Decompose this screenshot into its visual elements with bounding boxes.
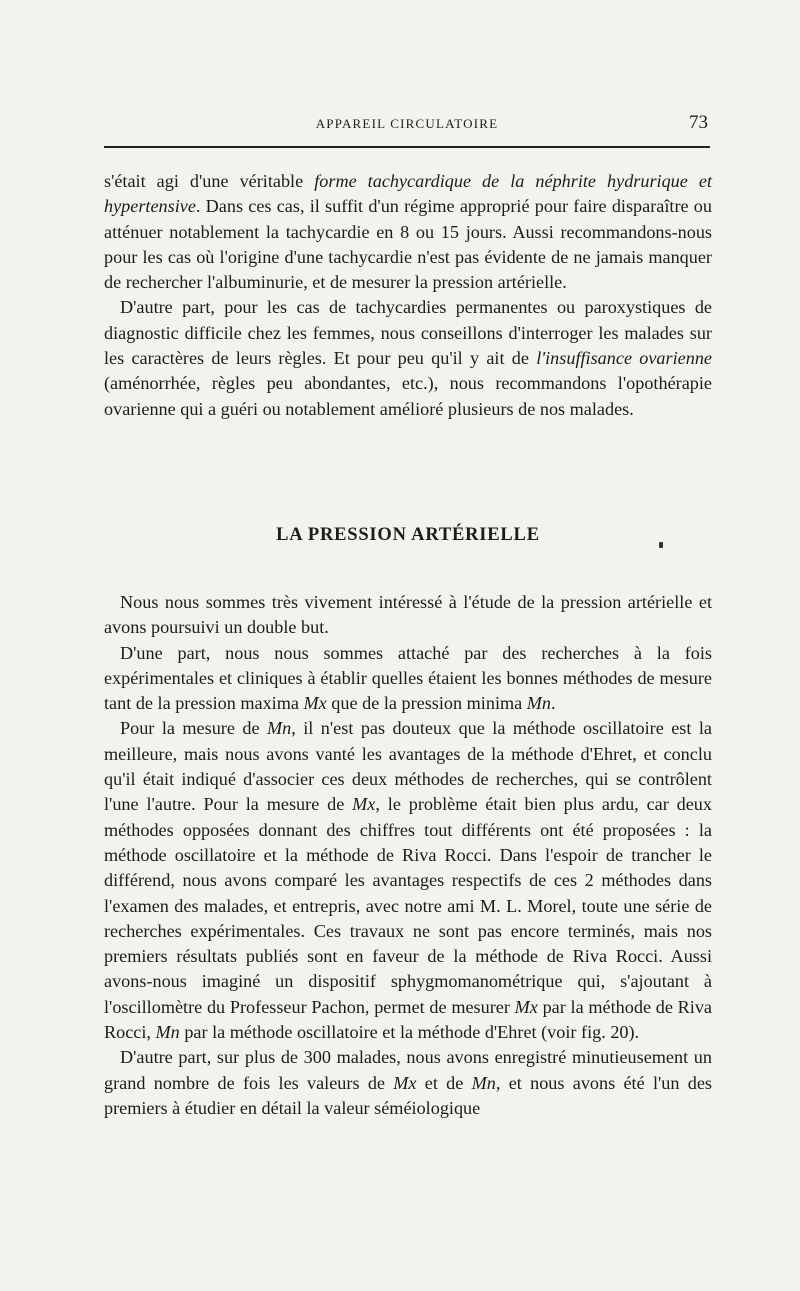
p5-text-1: Pour la mesure de (120, 718, 267, 739)
p5-text-5: par la méthode oscillatoire et la méthode d'Ehret (voir fig. 20). (179, 1022, 640, 1043)
p3-text-1: Nous nous sommes très vivement intéressé à l'étude de la pression artérielle et avons poursuivi un double but. (104, 592, 712, 638)
p4-emphasis-mn: Mn (526, 693, 552, 714)
ink-speck (659, 542, 663, 548)
running-header (104, 112, 710, 136)
p2-text-1: D'autre part, pour les cas de tachycardies permanentes ou paroxystiques de diagnostic difficile chez les femmes, nous conseillons d'interroger les malades sur les caractères de leurs règles. Et pour peu qu'il y ait de (104, 297, 712, 369)
p5-emphasis-1: Mn (267, 718, 292, 739)
paragraph-5 (104, 716, 712, 1045)
p1-text-2: . Dans ces cas, il suffit d'un régime approprié pour faire disparaître ou atténuer notablement la tachycardie en 8 ou 15 jours. Aussi recommandons-nous pour les cas où l'origine d'une tachycardie n'est pas évidente de ne jamais manquer de rechercher l'albuminurie, et de mesurer la pression artérielle. (104, 196, 712, 293)
p4-text-3: . (551, 693, 556, 714)
p2-text-2: (aménorrhée, règles peu abondantes, etc.), nous recommandons l'opothérapie ovarienne qui a guéri ou notablement amélioré plusieurs de nos malades. (104, 373, 712, 419)
p6-text-1: D'autre part, sur plus de 300 malades, nous avons enregistré minutieusement un grand nombre de fois les valeurs de (104, 1047, 712, 1093)
paragraph-4 (104, 641, 712, 717)
p5-emphasis-3: Mx (514, 996, 538, 1017)
p6-emphasis-2: Mn (471, 1072, 496, 1093)
page-number: 73 (689, 112, 708, 133)
paragraph-3 (104, 590, 712, 641)
p5-emphasis-4: Mn (155, 1022, 180, 1043)
p5-text-4: par la méthode de Riva Rocci, (104, 996, 712, 1043)
p4-emphasis-mx: Mx (303, 693, 327, 714)
p6-emphasis-1: Mx (393, 1072, 417, 1093)
p1-text-1: s'était agi d'une véritable (104, 171, 315, 191)
p4-text-1: D'une part, nous nous sommes attaché par des recherches à la fois expérimentales et cliniques à établir quelles étaient les bonnes méthodes de mesure tant de la pression maxima (104, 642, 712, 714)
p5-emphasis-2: Mx (352, 794, 376, 815)
p5-text-2: , il n'est pas douteux que la méthode oscillatoire est la meilleure, mais nous avons vanté les avantages de la méthode d'Ehret, et conclu qu'il était indiqué d'associer ces deux méthodes de recherches, qui se contrôlent l'une l'autre. Pour la mesure de (104, 718, 713, 815)
p6-text-2: et de (416, 1072, 472, 1093)
paragraph-1 (104, 169, 712, 295)
p2-emphasis-1: l'insuffisance ovarienne (536, 348, 712, 369)
p5-text-3: , le problème était bien plus ardu, car deux méthodes opposées donnant des chiffres tout différents ont été proposées : la méthode oscillatoire et la méthode de Riva Rocci. Dans l'espoir de trancher le différend, nous avons comparé les avantages respectifs de ces 2 méthodes dans l'examen des malades, et entrepris, avec notre ami M. L. Morel, toute une série de recherches expérimentales. Ces travaux ne sont pas encore terminés, mais nos premiers résultats publiés sont en faveur de la méthode de Riva Rocci. Aussi avons-nous imaginé un dispositif sphygmomanométrique qui, s'ajoutant à l'oscillomètre du Professeur Pachon, permet de mesurer (104, 794, 712, 1017)
p6-text-3: , et nous avons été l'un des premiers à étudier en détail la valeur séméiologique (104, 1072, 712, 1118)
p1-emphasis-1: forme tachycardique de la néphrite hydrurique et hypertensive (104, 171, 712, 217)
header-rule (104, 146, 710, 148)
p4-text-2: que de la pression minima (326, 693, 527, 714)
paragraph-2 (104, 295, 712, 421)
header-title: APPAREIL CIRCULATOIRE (315, 116, 499, 131)
text-block-upper (104, 169, 712, 422)
paragraph-6 (104, 1045, 712, 1121)
text-block-lower (104, 590, 712, 1121)
section-heading: LA PRESSION ARTÉRIELLE (276, 525, 540, 545)
